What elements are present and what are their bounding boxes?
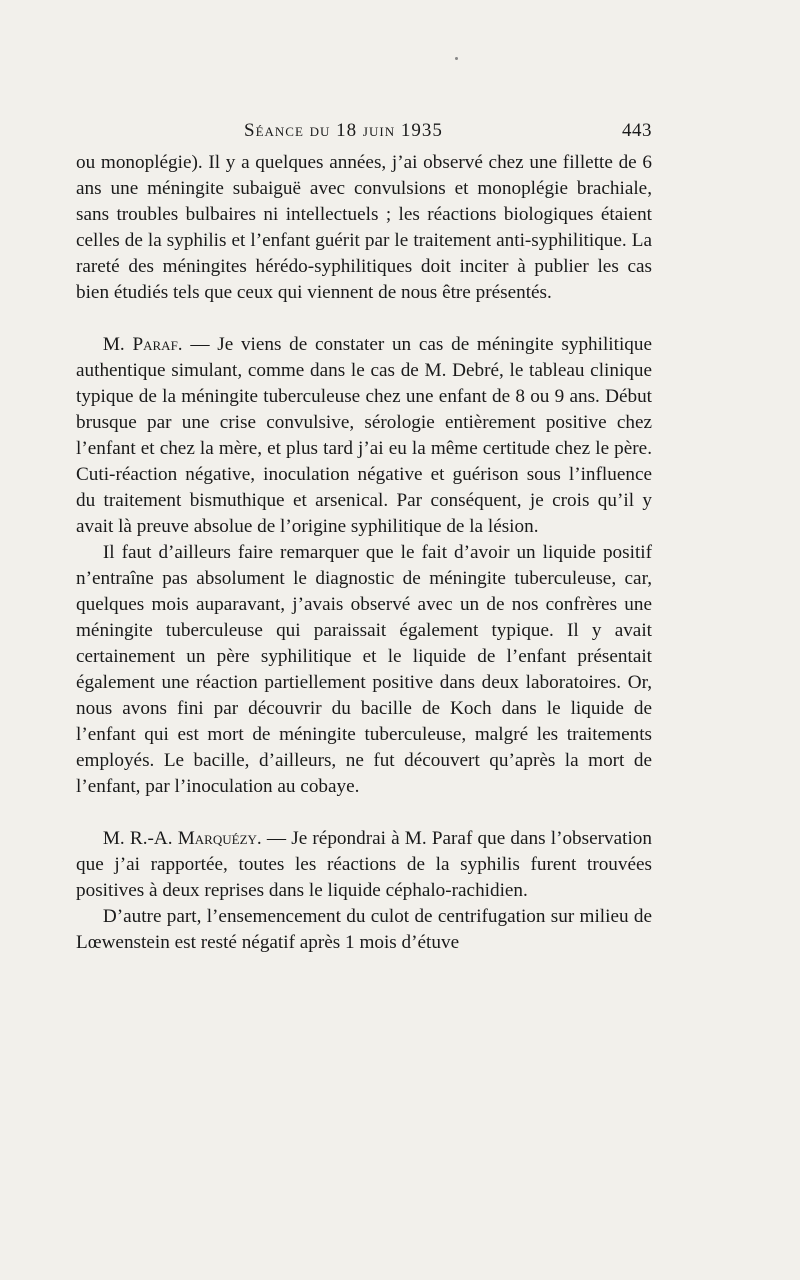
paragraph-2 xyxy=(76,332,652,540)
page-number: 443 xyxy=(622,120,652,141)
page-header xyxy=(76,120,652,146)
paragraph-2-text: — Je viens de constater un cas de méningite syphilitique authentique simulant, comme dans le cas de M. Debré, le tableau clinique typique de la méningite tuberculeuse chez une enfant de 8 ou 9 ans. Début brusque par une crise convulsive, sérologie entièrement positive chez l’enfant et chez la mère, et plus tard j’ai eu la même certitude chez le père. Cuti-réaction négative, inoculation négative et guérison sous l’influence du traitement bismuthique et arsenical. Par conséquent, je crois qu’il y avait là preuve absolue de l’origine syphilitique de la lésion. xyxy=(76,334,652,537)
paragraph-4-text: — Je répondrai à M. Paraf que dans l’observation que j’ai rapportée, toutes les réactions de la syphilis furent trouvées positives à deux reprises dans le liquide céphalo-rachidien. xyxy=(76,828,652,901)
paragraph-1-text: ou monoplégie). Il y a quelques années, j’ai observé chez une fillette de 6 ans une méningite subaiguë avec convulsions et monoplégie brachiale, sans troubles bulbaires ni intellectuels ; les réactions biologiques étaient celles de la syphilis et l’enfant guérit par le traitement anti-syphilitique. La rareté des méningites hérédo-syphilitiques doit inciter à publier les cas bien étudiés tels que ceux qui viennent de nous être présentés. xyxy=(76,152,652,303)
paragraph-1 xyxy=(76,150,652,306)
paragraph-4-speaker: M. R.-A. Marquézy. xyxy=(102,828,262,849)
paragraph-2-speaker: M. Paraf. xyxy=(102,334,183,355)
paragraph-5 xyxy=(76,904,652,956)
paragraph-4 xyxy=(76,826,652,904)
body-text xyxy=(76,150,652,956)
paragraph-5-text: D’autre part, l’ensemencement du culot de centrifugation sur milieu de Lœwenstein est resté négatif après 1 mois d’étuve xyxy=(76,906,652,953)
paragraph-3-text: Il faut d’ailleurs faire remarquer que le fait d’avoir un liquide positif n’entraîne pas absolument le diagnostic de méningite tuberculeuse, car, quelques mois auparavant, j’avais observé avec un de nos confrères une méningite tuberculeuse qui paraissait également typique. Il y avait certainement un père syphilitique et le liquide de l’enfant présentait également une réaction partiellement positive dans deux laboratoires. Or, nous avons fini par découvrir du bacille de Koch dans le liquide de l’enfant qui est mort de méningite tuberculeuse, malgré les traitements employés. Le bacille, d’ailleurs, ne fut découvert qu’après la mort de l’enfant, par l’inoculation au cobaye. xyxy=(76,542,652,797)
print-speck xyxy=(455,57,458,60)
paragraph-3 xyxy=(76,540,652,800)
running-title: Séance du 18 juin 1935 xyxy=(244,120,443,141)
